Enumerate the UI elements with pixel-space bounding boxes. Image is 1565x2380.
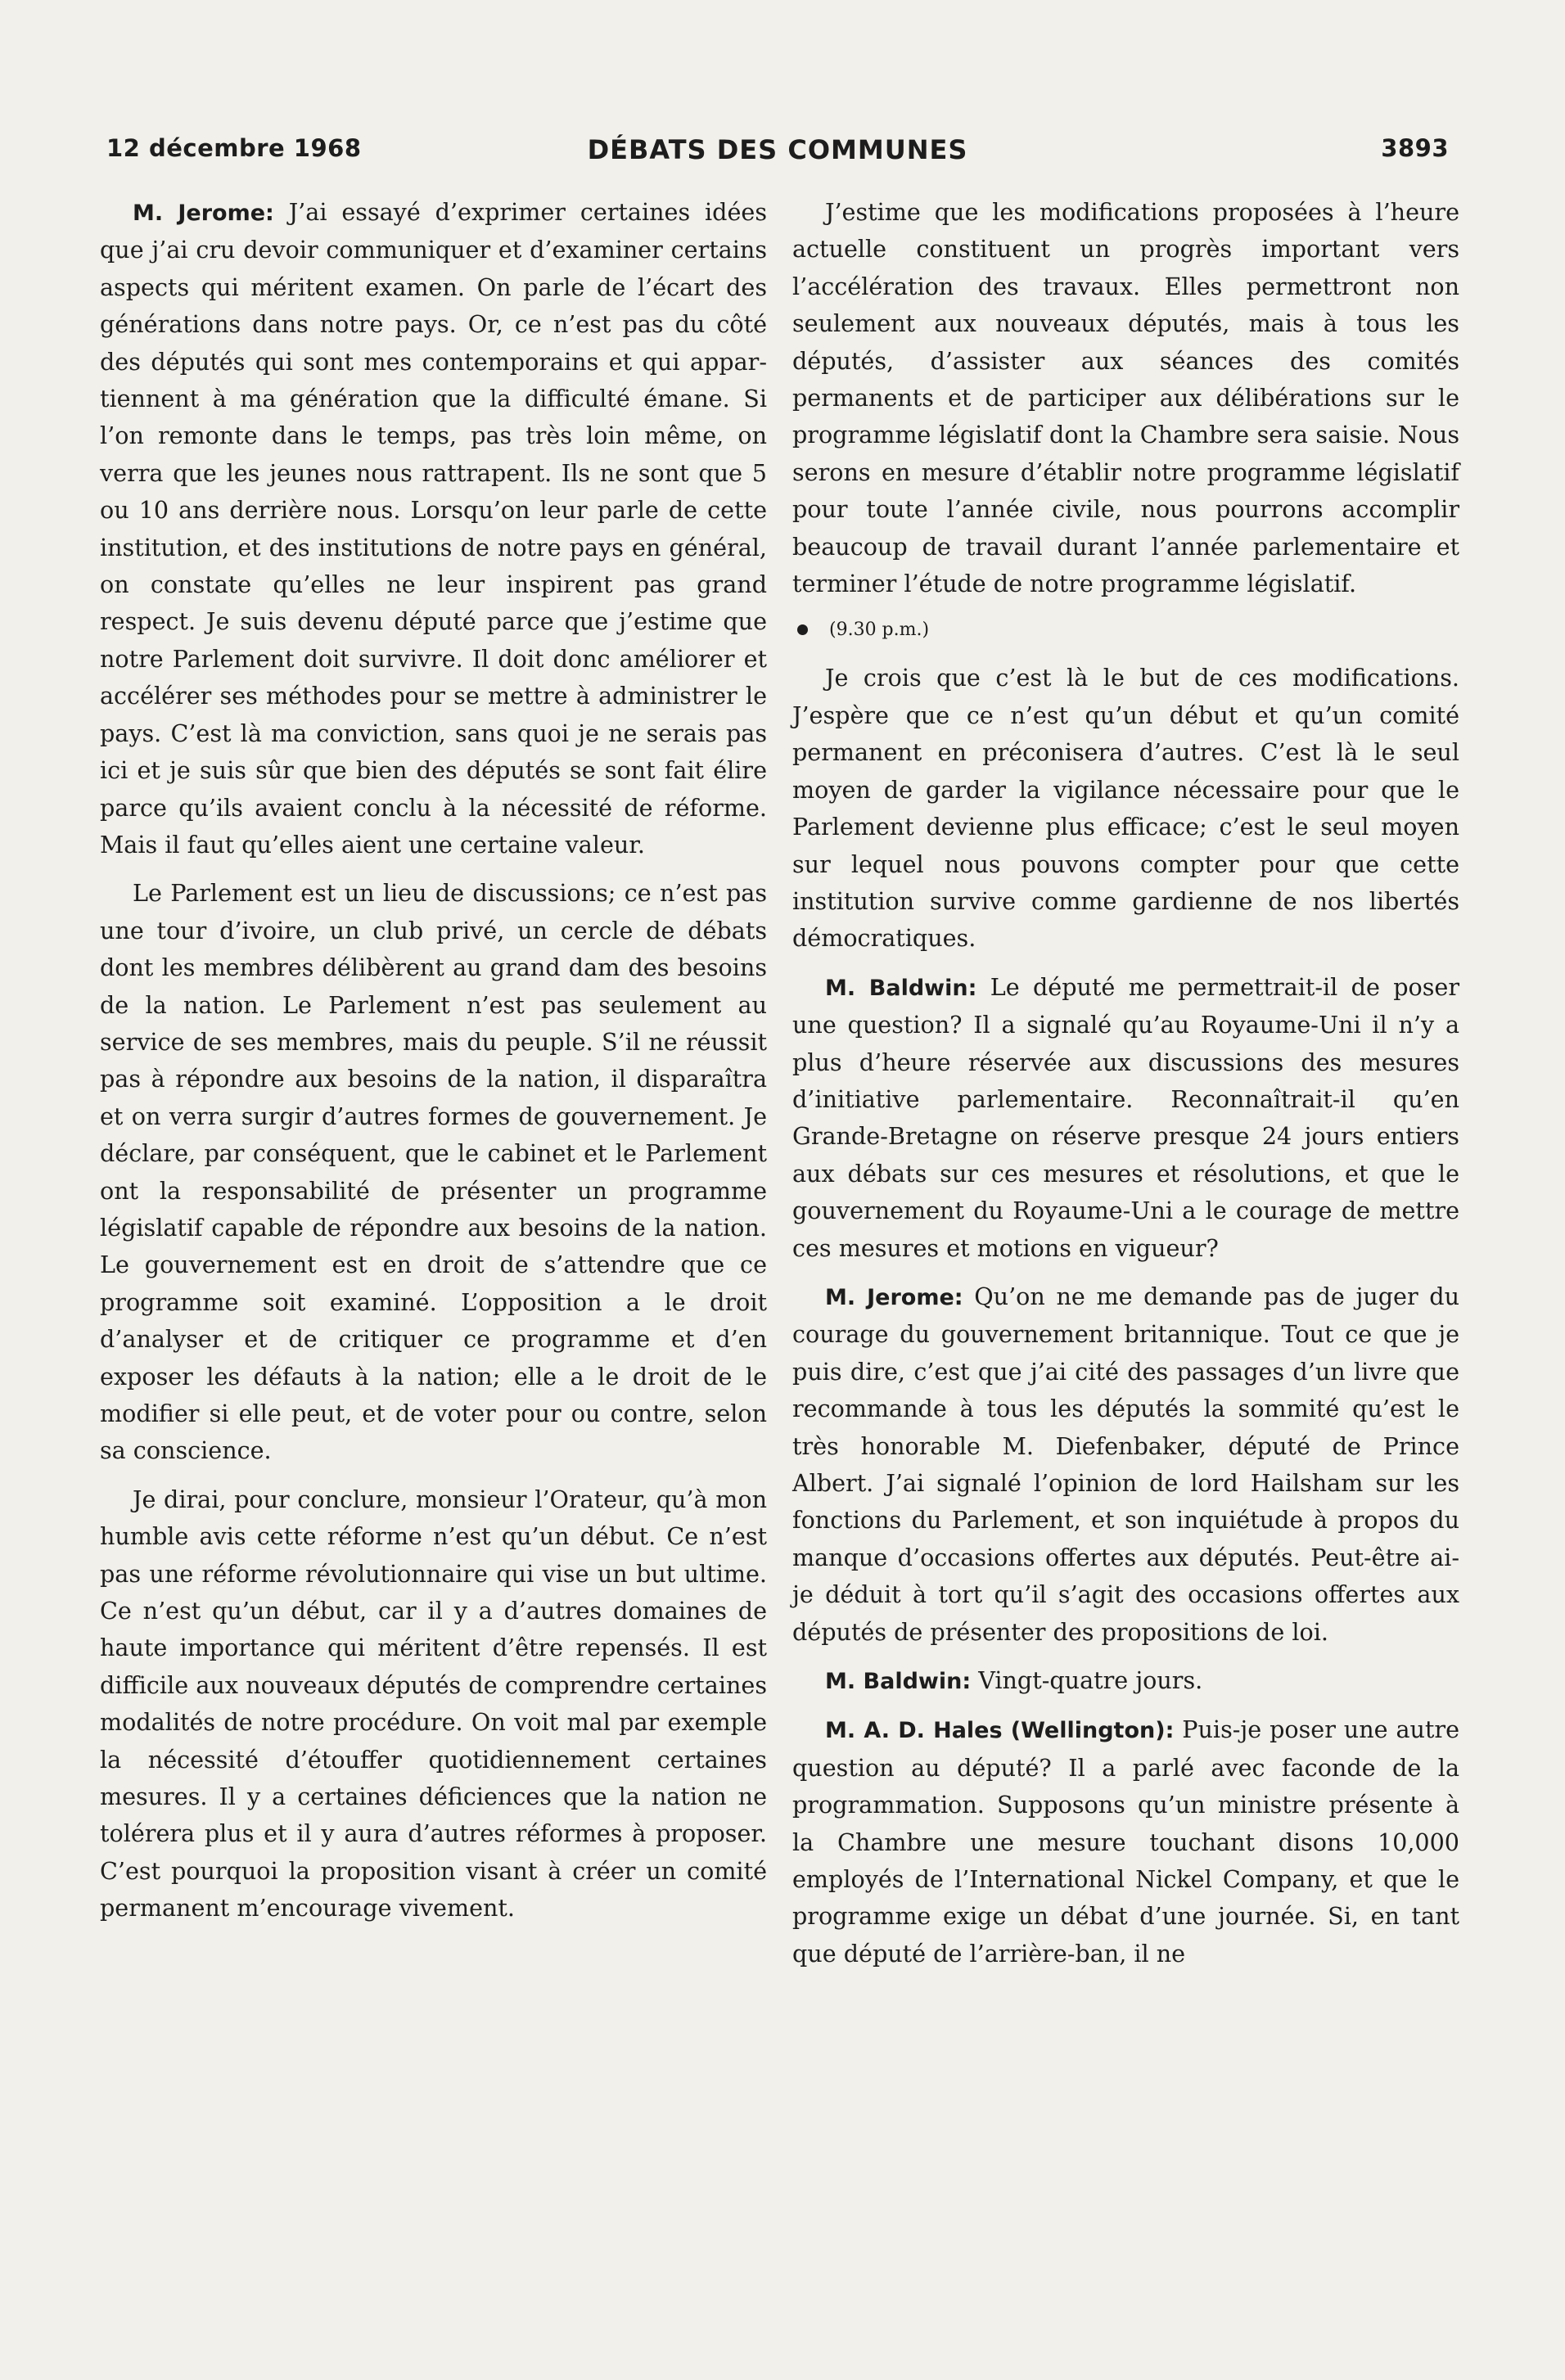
paragraph — [792, 1662, 1459, 1700]
paragraph — [792, 1278, 1459, 1651]
paragraph: Je crois que c’est là le but de ces modifications. J’espère que ce n’est qu’un début et qu’un comité permanent en préconisera d’autres. C’est là le seul moyen de garder la vigilance nécessaire pour que le Parlement devienne plus efficace; c’est le seul moyen sur lequel nous pouvons compter pour que cette institution survive comme gardienne de nos libertés démocratiques. — [792, 664, 1459, 953]
header-page-number: 3893 — [1381, 134, 1449, 162]
paragraph-text: Vingt-quatre jours. — [971, 1666, 1203, 1695]
paragraph-text: Puis-je poser une autre question au député? Il a parlé avec faconde de la programmation. Supposons qu’un ministre présente à la Chambre une mesure touchant disons 10,000 employés de l’International Nickel Company, et que le programme exige un débat d’une journée. Si, en tant que député de l’arrière-ban, il ne — [792, 1715, 1459, 1968]
paragraph: Le Parlement est un lieu de discussions; ce n’est pas une tour d’ivoire, un club privé, un cercle de débats dont les membres délibèrent au grand dam des besoins de la nation. Le Parlement n’est pas seulement au service de ses membres, mais du peuple. S’il ne réussit pas à répondre aux besoins de la nation, il disparaîtra et on verra surgir d’autres formes de gouvernement. Je déclare, par conséquent, que le cabinet et le Parlement ont la responsabilité de présenter un programme législatif capable de répondre aux besoins de la nation. Le gouvernement est en droit de s’attendre que ce programme soit examiné. L’opposition a le droit d’analyser et de critiquer ce programme et d’en exposer les défauts à la nation; elle a le droit de le modifier si elle peut, et de voter pour ou contre, selon sa conscience. — [100, 879, 767, 1465]
paragraph — [100, 194, 767, 863]
header-date: 12 décembre 1968 — [106, 134, 362, 162]
page-header — [106, 134, 1449, 175]
speaker-name: M. Jerome: — [825, 1284, 963, 1310]
paragraph: Je dirai, pour conclure, monsieur l’Orateur, qu’à mon humble avis cette réforme n’est qu’un début. Ce n’est pas une réforme révolutionnaire qui vise un but ultime. Ce n’est qu’un début, car il y a d’autres domaines de haute importance qui méritent d’être repensés. Il est difficile aux nouveaux députés de comprendre certaines modalités de notre procédure. On voit mal par exemple la nécessité d’étouffer quotidiennement certaines mesures. Il y a certaines déficiences que la nation ne tolérera plus et il y aura d’autres réformes à proposer. C’est pourquoi la proposition visant à créer un comité permanent m’encourage vivement. — [100, 1485, 767, 1922]
speaker-name: M. Jerome: — [133, 201, 274, 226]
time-mark — [792, 614, 1459, 647]
right-column — [792, 194, 1459, 1984]
bullet-icon — [797, 624, 808, 635]
header-title: DÉBATS DES COMMUNES — [587, 134, 968, 165]
speaker-name: M. Baldwin: — [825, 1669, 972, 1695]
speaker-name: M. Baldwin: — [825, 975, 977, 1001]
paragraph — [792, 969, 1459, 1267]
paragraph-text: Le député me permettrait-il de poser une question? Il a signalé qu’au Royaume-Uni il n’y a plus d’heure réservée aux discussions des mesures d’initiative parlementaire. Reconnaîtrait-il qu’en Grande-Bretagne on réserve presque 24 jours entiers aux débats sur ces mesures et résolutions, et que le gouvernement du Royaume-Uni a le courage de mettre ces mesures et motions en vigueur? — [792, 972, 1460, 1262]
speaker-name: M. A. D. Hales (Wellington): — [825, 1718, 1175, 1744]
left-column — [100, 194, 767, 1939]
paragraph-text: J’ai essayé d’exprimer certaines idées que j’ai cru devoir communiquer et d’examiner certains aspects qui méritent examen. On parle de l’écart des générations dans notre pays. Or, ce n’est pas du côté des députés qui sont mes contemporains et qui appartiennent à ma génération que la difficulté émane. Si l’on remonte dans le temps, pas très loin même, on verra que les jeunes nous rattrapent. Ils ne sont que 5 ou 10 ans derrière nous. Lorsqu’on leur parle de cette institution, et des institutions de notre pays en général, on constate qu’elles ne leur inspirent pas grand respect. Je suis devenu député parce que j’estime que notre Parlement doit survivre. Il doit donc améliorer et accélérer ses méthodes pour se mettre à administrer le pays. C’est là ma conviction, sans quoi je ne serais pas ici et je suis sûr que bien des députés se sont fait élire parce qu’ils avaient conclu à la nécessité de réforme. Mais il faut qu’elles aient une certaine valeur. — [100, 198, 767, 859]
paragraph — [792, 1711, 1459, 1972]
time-mark-text: (9.30 p.m.) — [829, 620, 930, 641]
paragraph-text: Qu’on ne me demande pas de juger du courage du gouvernement britannique. Tout ce que je puis dire, c’est que j’ai cité des passages d’un livre que recommande à tous les députés la sommité qu’est le très honorable M. Diefenbaker, député de Prince Albert. J’ai signalé l’opinion de lord Hailsham sur les fonctions du Parlement, et son inquiétude à propos du manque d’occasions offertes aux députés. Peut-être ai-je déduit à tort qu’il s’agit des occasions offertes aux députés de présenter des propositions de loi. — [792, 1282, 1459, 1646]
paragraph: J’estime que les modifications proposées à l’heure actuelle constituent un progrès important vers l’accélération des travaux. Elles permettront non seulement aux nouveaux députés, mais à tous les députés, d’assister aux séances des comités permanents et de participer aux délibérations sur le programme législatif dont la Chambre sera saisie. Nous serons en mesure d’établir notre programme législatif pour toute l’année civile, nous pourrons accomplir beaucoup de travail durant l’année parlementaire et terminer l’étude de notre programme législatif. — [792, 198, 1459, 598]
